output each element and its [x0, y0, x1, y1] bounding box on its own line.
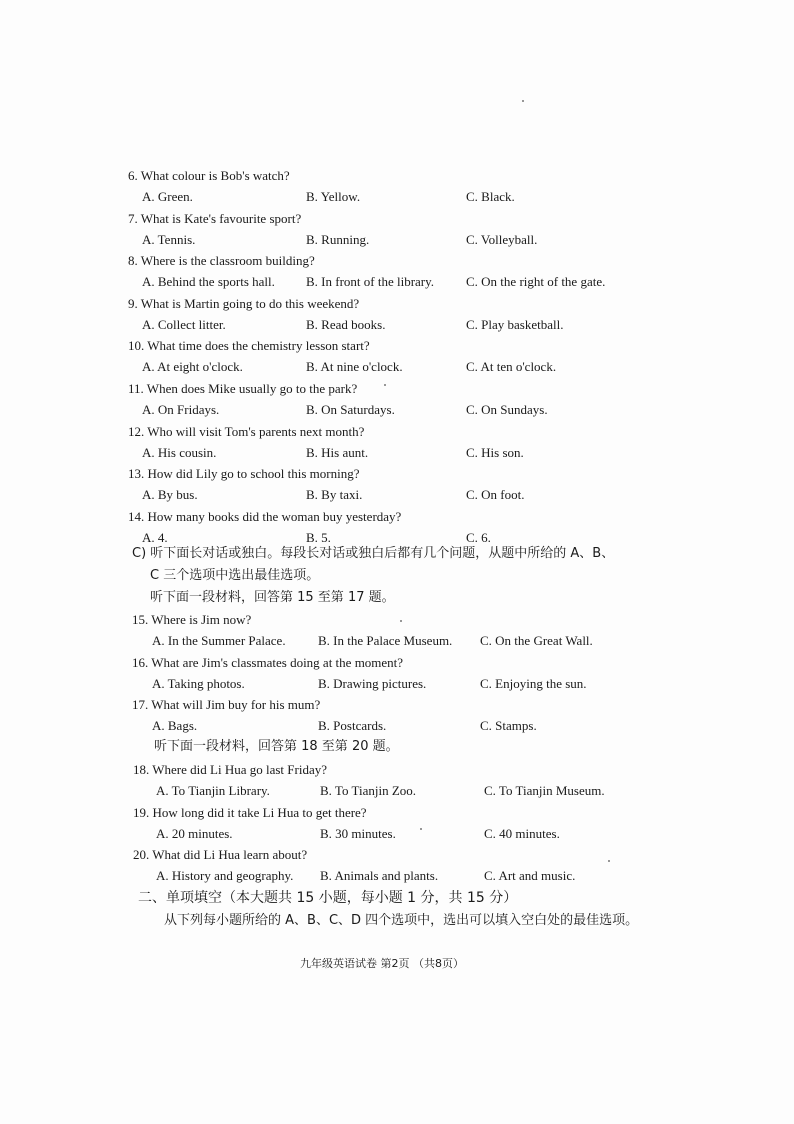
- section-c-group2-intro: 听下面一段材料，回答第 18 至第 20 题。: [154, 739, 399, 754]
- question-13: [128, 466, 359, 482]
- option-c: C. Play basketball.: [466, 316, 564, 332]
- question-text: What did Li Hua learn about?: [152, 847, 308, 862]
- option-a: A. At eight o'clock.: [142, 359, 243, 375]
- section-c-instruction-line2: C 三个选项中选出最佳选项。: [150, 568, 320, 583]
- question-7: [128, 211, 301, 227]
- option-c: C. On foot.: [466, 487, 525, 503]
- option-a: A. In the Summer Palace.: [152, 633, 286, 648]
- option-b: B. Animals and plants.: [320, 868, 439, 883]
- scan-speck: [608, 860, 610, 862]
- question-text: How long did it take Li Hua to get there?: [152, 804, 367, 820]
- part2-instruction: 从下列每小题所给的 A、B、C、D 四个选项中，选出可以填入空白处的最佳选项。: [164, 913, 639, 928]
- question-text: What colour is Bob's watch?: [140, 168, 290, 183]
- option-b: B. Read books.: [306, 316, 386, 332]
- question-number: 6.: [128, 168, 138, 183]
- question-number: 11.: [128, 381, 144, 396]
- question-number: 18.: [133, 762, 150, 777]
- page-footer: 九年级英语试卷 第2页 （共8页）: [300, 957, 464, 970]
- option-c: C. Volleyball.: [466, 231, 538, 247]
- question-number: 17.: [132, 697, 149, 712]
- option-b: B. In front of the library.: [306, 274, 435, 290]
- question-19: [133, 805, 367, 821]
- option-b: B. 5.: [306, 529, 331, 545]
- option-b: B. Running.: [306, 231, 370, 247]
- question-20: [133, 847, 307, 863]
- question-number: 10.: [128, 338, 145, 354]
- option-b: B. His aunt.: [306, 444, 369, 460]
- question-11: [128, 381, 357, 397]
- option-c: C. Enjoying the sun.: [480, 675, 587, 691]
- option-a: A. By bus.: [142, 487, 198, 503]
- question-6: [128, 168, 290, 184]
- section-c-group1-intro: 听下面一段材料，回答第 15 至第 17 题。: [150, 590, 395, 605]
- option-c: C. At ten o'clock.: [466, 359, 557, 375]
- question-18: [133, 762, 327, 778]
- question-text: Who will visit Tom's parents next month?: [147, 423, 365, 439]
- question-number: 13.: [128, 466, 145, 482]
- option-c: C. Art and music.: [484, 868, 576, 883]
- question-text: What is Kate's favourite sport?: [140, 210, 302, 226]
- option-b: B. Drawing pictures.: [318, 675, 427, 691]
- question-text: What will Jim buy for his mum?: [151, 697, 321, 712]
- question-text: When does Mike usually go to the park?: [146, 381, 358, 396]
- question-8: [128, 253, 315, 269]
- option-a: A. 20 minutes.: [156, 825, 233, 841]
- question-number: 19.: [133, 804, 150, 820]
- option-b: B. By taxi.: [306, 487, 363, 503]
- option-b: B. 30 minutes.: [320, 825, 396, 841]
- question-text: What is Martin going to do this weekend?: [140, 295, 360, 311]
- question-number: 14.: [128, 508, 145, 524]
- option-b: B. On Saturdays.: [306, 402, 395, 417]
- option-c: C. 40 minutes.: [484, 825, 560, 841]
- section-c-instruction-line1: C) 听下面长对话或独白。每段长对话或独白后都有几个问题，从题中所给的 A、B、: [132, 546, 615, 561]
- question-text: Where is Jim now?: [151, 612, 252, 627]
- option-c: C. On the right of the gate.: [466, 274, 606, 290]
- question-number: 9.: [128, 295, 138, 311]
- question-14: [128, 509, 401, 525]
- option-b: B. At nine o'clock.: [306, 359, 403, 375]
- scan-speck: [400, 620, 402, 622]
- option-c: C. 6.: [466, 529, 491, 545]
- scan-speck: [384, 384, 386, 386]
- question-15: [132, 612, 251, 628]
- question-text: What time does the chemistry lesson start?: [147, 338, 370, 354]
- question-17: [132, 697, 320, 713]
- question-12: [128, 424, 364, 440]
- scan-speck: [420, 828, 422, 830]
- option-a: A. Tennis.: [142, 231, 196, 247]
- question-text: How many books did the woman buy yesterday?: [147, 508, 402, 524]
- option-a: A. His cousin.: [142, 444, 217, 460]
- question-text: What are Jim's classmates doing at the moment?: [151, 654, 404, 670]
- question-9: [128, 296, 359, 312]
- question-text: Where is the classroom building?: [140, 253, 315, 269]
- option-c: C. To Tianjin Museum.: [484, 783, 605, 798]
- option-a: A. Behind the sports hall.: [142, 274, 275, 290]
- option-c: C. On Sundays.: [466, 402, 548, 417]
- question-text: How did Lily go to school this morning?: [147, 466, 360, 482]
- option-a: A. Collect litter.: [142, 316, 226, 332]
- question-text: Where did Li Hua go last Friday?: [152, 762, 327, 777]
- question-number: 15.: [132, 612, 149, 627]
- question-10: [128, 338, 370, 354]
- scan-speck: [522, 100, 524, 102]
- question-number: 12.: [128, 423, 145, 439]
- option-a: A. Bags.: [152, 718, 198, 733]
- question-number: 8.: [128, 253, 138, 269]
- option-a: A. History and geography.: [156, 868, 294, 883]
- question-number: 20.: [133, 847, 150, 862]
- option-c: C. Black.: [466, 189, 515, 204]
- option-c: C. His son.: [466, 444, 524, 460]
- option-b: B. To Tianjin Zoo.: [320, 783, 417, 798]
- question-16: [132, 655, 403, 671]
- option-b: B. Yellow.: [306, 189, 361, 204]
- option-c: C. Stamps.: [480, 718, 537, 733]
- option-b: B. In the Palace Museum.: [318, 633, 453, 648]
- option-a: A. On Fridays.: [142, 402, 220, 417]
- part2-title: 二、单项填空（本大题共 15 小题，每小题 1 分，共 15 分）: [138, 890, 518, 906]
- option-c: C. On the Great Wall.: [480, 633, 593, 648]
- option-a: A. 4.: [142, 529, 168, 545]
- option-a: A. Green.: [142, 189, 193, 204]
- question-number: 7.: [128, 210, 138, 226]
- option-b: B. Postcards.: [318, 718, 387, 733]
- question-number: 16.: [132, 654, 149, 670]
- option-a: A. Taking photos.: [152, 675, 245, 691]
- option-a: A. To Tianjin Library.: [156, 783, 270, 798]
